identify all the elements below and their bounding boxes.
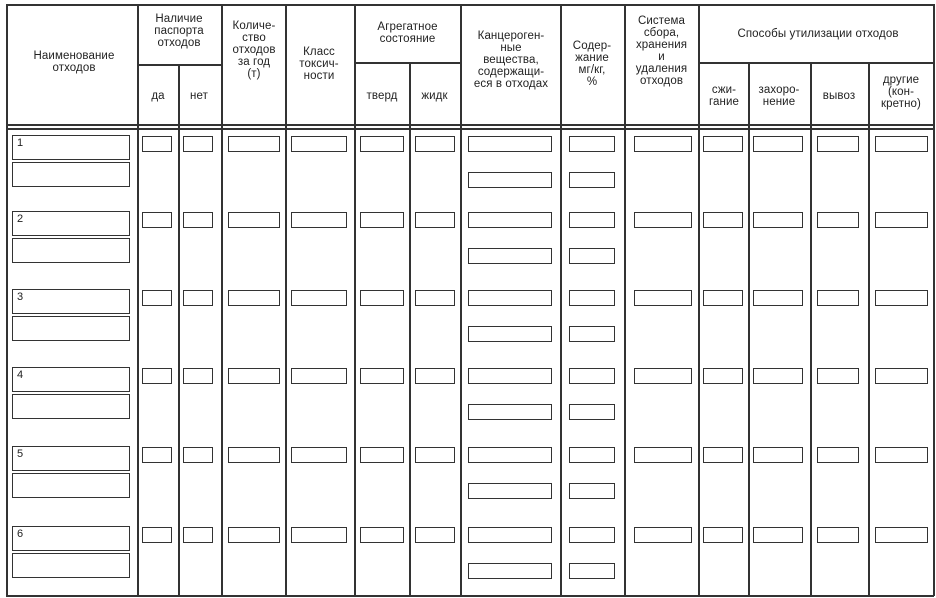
column-divider bbox=[354, 4, 356, 596]
content-value-extra-field[interactable] bbox=[569, 248, 615, 264]
content-value-extra-field[interactable] bbox=[569, 326, 615, 342]
column-divider bbox=[460, 4, 462, 596]
disposal-bury-checkbox[interactable] bbox=[753, 368, 803, 384]
header-state-solid: тверд bbox=[366, 90, 398, 102]
toxicity-class-field[interactable] bbox=[291, 447, 347, 463]
subcolumn-divider bbox=[810, 63, 812, 596]
passport-yes-checkbox[interactable] bbox=[142, 136, 172, 152]
carcinogen-substance-field[interactable] bbox=[468, 290, 552, 306]
carcinogen-substance-field[interactable] bbox=[468, 527, 552, 543]
waste-name-field[interactable] bbox=[12, 289, 130, 314]
waste-name-extra-field[interactable] bbox=[12, 553, 130, 578]
state-solid-checkbox[interactable] bbox=[360, 212, 404, 228]
carcinogen-substance-extra-field[interactable] bbox=[468, 172, 552, 188]
disposal-export-checkbox[interactable] bbox=[817, 368, 859, 384]
row-number: 1 bbox=[17, 137, 24, 149]
disposal-other-field[interactable] bbox=[875, 212, 928, 228]
state-solid-checkbox[interactable] bbox=[360, 447, 404, 463]
carcinogen-substance-field[interactable] bbox=[468, 212, 552, 228]
header-quantity: Количе- ство отходов за год (т) bbox=[232, 20, 276, 80]
state-solid-checkbox[interactable] bbox=[360, 368, 404, 384]
passport-no-checkbox[interactable] bbox=[183, 136, 213, 152]
content-value-field[interactable] bbox=[569, 527, 615, 543]
column-divider bbox=[285, 4, 287, 596]
carcinogen-substance-extra-field[interactable] bbox=[468, 483, 552, 499]
disposal-export-checkbox[interactable] bbox=[817, 290, 859, 306]
disposal-export-checkbox[interactable] bbox=[817, 212, 859, 228]
quantity-field[interactable] bbox=[228, 527, 280, 543]
quantity-field[interactable] bbox=[228, 290, 280, 306]
header-disposal-bury: захоро- нение bbox=[758, 84, 800, 108]
disposal-burn-checkbox[interactable] bbox=[703, 136, 743, 152]
waste-name-field[interactable] bbox=[12, 135, 130, 160]
disposal-other-field[interactable] bbox=[875, 527, 928, 543]
row-number: 5 bbox=[17, 448, 24, 460]
disposal-other-field[interactable] bbox=[875, 368, 928, 384]
quantity-field[interactable] bbox=[228, 136, 280, 152]
subcolumn-divider bbox=[868, 63, 870, 596]
passport-no-checkbox[interactable] bbox=[183, 290, 213, 306]
disposal-bury-checkbox[interactable] bbox=[753, 290, 803, 306]
toxicity-class-field[interactable] bbox=[291, 136, 347, 152]
subcolumn-divider bbox=[409, 63, 411, 596]
state-solid-checkbox[interactable] bbox=[360, 527, 404, 543]
waste-name-extra-field[interactable] bbox=[12, 316, 130, 341]
waste-name-extra-field[interactable] bbox=[12, 473, 130, 498]
state-liquid-checkbox[interactable] bbox=[415, 368, 455, 384]
disposal-bury-checkbox[interactable] bbox=[753, 212, 803, 228]
column-divider bbox=[698, 4, 700, 596]
collection-system-field[interactable] bbox=[634, 527, 692, 543]
state-liquid-checkbox[interactable] bbox=[415, 290, 455, 306]
disposal-burn-checkbox[interactable] bbox=[703, 527, 743, 543]
disposal-subheader-line bbox=[698, 62, 934, 64]
content-value-field[interactable] bbox=[569, 290, 615, 306]
collection-system-field[interactable] bbox=[634, 212, 692, 228]
disposal-export-checkbox[interactable] bbox=[817, 527, 859, 543]
header-aggregate-state: Агрегатное состояние bbox=[377, 21, 438, 45]
disposal-bury-checkbox[interactable] bbox=[753, 136, 803, 152]
passport-yes-checkbox[interactable] bbox=[142, 447, 172, 463]
waste-name-field[interactable] bbox=[12, 526, 130, 551]
carcinogen-substance-field[interactable] bbox=[468, 447, 552, 463]
passport-yes-checkbox[interactable] bbox=[142, 212, 172, 228]
row-number: 6 bbox=[17, 528, 24, 540]
column-divider bbox=[560, 4, 562, 596]
collection-system-field[interactable] bbox=[634, 368, 692, 384]
content-value-extra-field[interactable] bbox=[569, 483, 615, 499]
carcinogen-substance-field[interactable] bbox=[468, 368, 552, 384]
content-value-extra-field[interactable] bbox=[569, 563, 615, 579]
disposal-burn-checkbox[interactable] bbox=[703, 368, 743, 384]
column-divider bbox=[221, 4, 223, 596]
carcinogen-substance-extra-field[interactable] bbox=[468, 326, 552, 342]
disposal-burn-checkbox[interactable] bbox=[703, 290, 743, 306]
disposal-export-checkbox[interactable] bbox=[817, 447, 859, 463]
table-border-top bbox=[6, 4, 934, 6]
header-disposal-export: вывоз bbox=[822, 90, 856, 102]
column-divider bbox=[624, 4, 626, 596]
passport-no-checkbox[interactable] bbox=[183, 527, 213, 543]
state-solid-checkbox[interactable] bbox=[360, 290, 404, 306]
content-value-extra-field[interactable] bbox=[569, 404, 615, 420]
row-number: 3 bbox=[17, 291, 24, 303]
header-content: Содер- жание мг/кг, % bbox=[572, 40, 612, 88]
header-divider-secondary bbox=[6, 128, 934, 130]
header-collection-system: Система сбора, хранения и удаления отходов bbox=[635, 15, 688, 87]
content-value-field[interactable] bbox=[569, 368, 615, 384]
disposal-other-field[interactable] bbox=[875, 136, 928, 152]
header-disposal-other: другие (кон- кретно) bbox=[881, 74, 921, 110]
table-border-left bbox=[6, 4, 8, 596]
disposal-other-field[interactable] bbox=[875, 290, 928, 306]
collection-system-field[interactable] bbox=[634, 136, 692, 152]
subcolumn-divider bbox=[178, 65, 180, 596]
passport-no-checkbox[interactable] bbox=[183, 447, 213, 463]
state-liquid-checkbox[interactable] bbox=[415, 527, 455, 543]
content-value-extra-field[interactable] bbox=[569, 172, 615, 188]
state-liquid-checkbox[interactable] bbox=[415, 447, 455, 463]
header-carcinogens: Канцероген- ные вещества, содержащи- еся в отходах bbox=[473, 30, 549, 90]
subcolumn-divider bbox=[748, 63, 750, 596]
state-liquid-checkbox[interactable] bbox=[415, 136, 455, 152]
content-value-field[interactable] bbox=[569, 212, 615, 228]
disposal-other-field[interactable] bbox=[875, 447, 928, 463]
passport-subheader-line bbox=[137, 64, 221, 66]
carcinogen-substance-extra-field[interactable] bbox=[468, 404, 552, 420]
header-passport: Наличие паспорта отходов bbox=[154, 13, 204, 49]
passport-no-checkbox[interactable] bbox=[183, 212, 213, 228]
quantity-field[interactable] bbox=[228, 447, 280, 463]
waste-name-field[interactable] bbox=[12, 446, 130, 471]
waste-name-extra-field[interactable] bbox=[12, 238, 130, 263]
collection-system-field[interactable] bbox=[634, 447, 692, 463]
row-number: 4 bbox=[17, 369, 24, 381]
state-liquid-checkbox[interactable] bbox=[415, 212, 455, 228]
waste-name-extra-field[interactable] bbox=[12, 162, 130, 187]
carcinogen-substance-field[interactable] bbox=[468, 136, 552, 152]
disposal-export-checkbox[interactable] bbox=[817, 136, 859, 152]
toxicity-class-field[interactable] bbox=[291, 527, 347, 543]
passport-no-checkbox[interactable] bbox=[183, 368, 213, 384]
passport-yes-checkbox[interactable] bbox=[142, 368, 172, 384]
disposal-bury-checkbox[interactable] bbox=[753, 527, 803, 543]
column-divider bbox=[137, 4, 139, 596]
quantity-field[interactable] bbox=[228, 212, 280, 228]
header-state-liquid: жидк bbox=[421, 90, 448, 102]
disposal-burn-checkbox[interactable] bbox=[703, 212, 743, 228]
table-border-bottom bbox=[6, 595, 934, 597]
toxicity-class-field[interactable] bbox=[291, 212, 347, 228]
waste-name-field[interactable] bbox=[12, 367, 130, 392]
state-subheader-line bbox=[354, 62, 460, 64]
header-passport-no: нет bbox=[190, 90, 208, 102]
content-value-field[interactable] bbox=[569, 447, 615, 463]
row-number: 2 bbox=[17, 213, 24, 225]
collection-system-field[interactable] bbox=[634, 290, 692, 306]
carcinogen-substance-extra-field[interactable] bbox=[468, 563, 552, 579]
header-divider bbox=[6, 124, 934, 126]
header-disposal-burn: сжи- гание bbox=[708, 84, 739, 108]
passport-yes-checkbox[interactable] bbox=[142, 290, 172, 306]
quantity-field[interactable] bbox=[228, 368, 280, 384]
header-disposal-methods: Способы утилизации отходов bbox=[737, 28, 899, 40]
header-name: Наименование отходов bbox=[33, 50, 115, 74]
disposal-burn-checkbox[interactable] bbox=[703, 447, 743, 463]
passport-yes-checkbox[interactable] bbox=[142, 527, 172, 543]
carcinogen-substance-extra-field[interactable] bbox=[468, 248, 552, 264]
table-border-right bbox=[933, 4, 935, 596]
content-value-field[interactable] bbox=[569, 136, 615, 152]
header-toxicity: Класс токсич- ности bbox=[299, 46, 339, 82]
waste-name-extra-field[interactable] bbox=[12, 394, 130, 419]
disposal-bury-checkbox[interactable] bbox=[753, 447, 803, 463]
waste-name-field[interactable] bbox=[12, 211, 130, 236]
toxicity-class-field[interactable] bbox=[291, 290, 347, 306]
toxicity-class-field[interactable] bbox=[291, 368, 347, 384]
header-passport-yes: да bbox=[151, 90, 165, 102]
state-solid-checkbox[interactable] bbox=[360, 136, 404, 152]
